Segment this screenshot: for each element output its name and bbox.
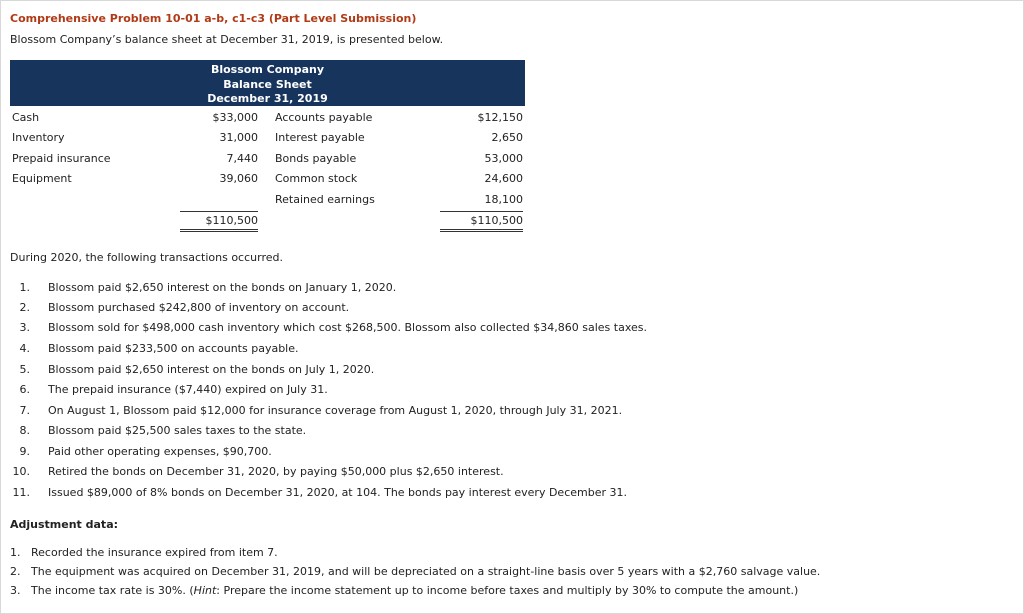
transaction-text: Paid other operating expenses, $90,700. [48, 445, 272, 458]
asset-amount: $33,000 [212, 111, 258, 124]
liability-amount: $12,150 [477, 111, 523, 124]
transaction-number: 5. [19, 363, 30, 376]
problem-title: Comprehensive Problem 10-01 a-b, c1-c3 (Part Level Submission) [10, 12, 417, 25]
hint-label: Hint [193, 584, 217, 597]
adjustment-text [31, 584, 798, 597]
adjustment-number: 2. [10, 565, 21, 578]
transaction-text: The prepaid insurance ($7,440) expired on July 31. [48, 383, 328, 396]
company-name: Blossom Company [210, 63, 325, 76]
asset-label: Inventory [12, 131, 65, 144]
adjustment-text: The equipment was acquired on December 31, 2019, and will be depreciated on a straight-line basis over 5 years with a $2,760 salvage value. [31, 565, 821, 578]
asset-amount: 39,060 [219, 172, 258, 185]
problem-subtitle: Blossom Company’s balance sheet at December 31, 2019, is presented below. [10, 33, 444, 46]
equity-label: Common stock [275, 172, 358, 185]
adjustment-data-heading: Adjustment data: [10, 518, 119, 531]
adjustment-number: 1. [10, 546, 21, 559]
liability-label: Interest payable [275, 131, 365, 144]
assets-total: $110,500 [180, 211, 258, 232]
transaction-text: Blossom paid $2,650 interest on the bonds on January 1, 2020. [48, 281, 397, 294]
transaction-number: 9. [19, 445, 30, 458]
asset-label: Prepaid insurance [12, 152, 111, 165]
liability-label: Accounts payable [275, 111, 373, 124]
liability-label: Bonds payable [275, 152, 357, 165]
transaction-number: 2. [19, 301, 30, 314]
liability-amount: 2,650 [491, 131, 523, 144]
transaction-text: Issued $89,000 of 8% bonds on December 31, 2020, at 104. The bonds pay interest every December 31. [48, 486, 627, 499]
transaction-number: 10. [12, 465, 30, 478]
transaction-text: Blossom purchased $242,800 of inventory on account. [48, 301, 350, 314]
transaction-text: Blossom paid $2,650 interest on the bonds on July 1, 2020. [48, 363, 375, 376]
transaction-number: 3. [19, 321, 30, 334]
transaction-text: Blossom paid $25,500 sales taxes to the state. [48, 424, 307, 437]
transactions-intro: During 2020, the following transactions occurred. [10, 251, 283, 264]
transaction-number: 6. [19, 383, 30, 396]
liabilities-equity-total: $110,500 [440, 211, 523, 232]
equity-amount: 18,100 [484, 193, 523, 206]
transaction-number: 4. [19, 342, 30, 355]
transaction-text: Blossom sold for $498,000 cash inventory which cost $268,500. Blossom also collected $34,860 sales taxes. [48, 321, 647, 334]
asset-amount: 31,000 [219, 131, 258, 144]
transaction-number: 8. [19, 424, 30, 437]
asset-amount: 7,440 [226, 152, 258, 165]
equity-label: Retained earnings [275, 193, 375, 206]
asset-label: Cash [12, 111, 40, 124]
adjustment-number: 3. [10, 584, 21, 597]
adjustment-text: Recorded the insurance expired from item 7. [31, 546, 278, 559]
liability-amount: 53,000 [484, 152, 523, 165]
asset-label: Equipment [12, 172, 72, 185]
equity-amount: 24,600 [484, 172, 523, 185]
statement-name: Balance Sheet [223, 77, 312, 91]
transaction-number: 11. [12, 486, 30, 499]
transaction-text: On August 1, Blossom paid $12,000 for insurance coverage from August 1, 2020, through July 31, 2021. [48, 404, 623, 417]
transaction-text: Retired the bonds on December 31, 2020, by paying $50,000 plus $2,650 interest. [48, 465, 504, 478]
adjustment-text-post: : Prepare the income statement up to income before taxes and multiply by 30% to compute the amount.) [216, 584, 799, 597]
statement-date: December 31, 2019 [207, 92, 328, 105]
balance-sheet-header [10, 60, 525, 106]
adjustment-text-pre: The income tax rate is 30%. ( [31, 584, 194, 597]
transaction-text: Blossom paid $233,500 on accounts payable. [48, 342, 299, 355]
transaction-number: 1. [19, 281, 30, 294]
transaction-number: 7. [19, 404, 30, 417]
